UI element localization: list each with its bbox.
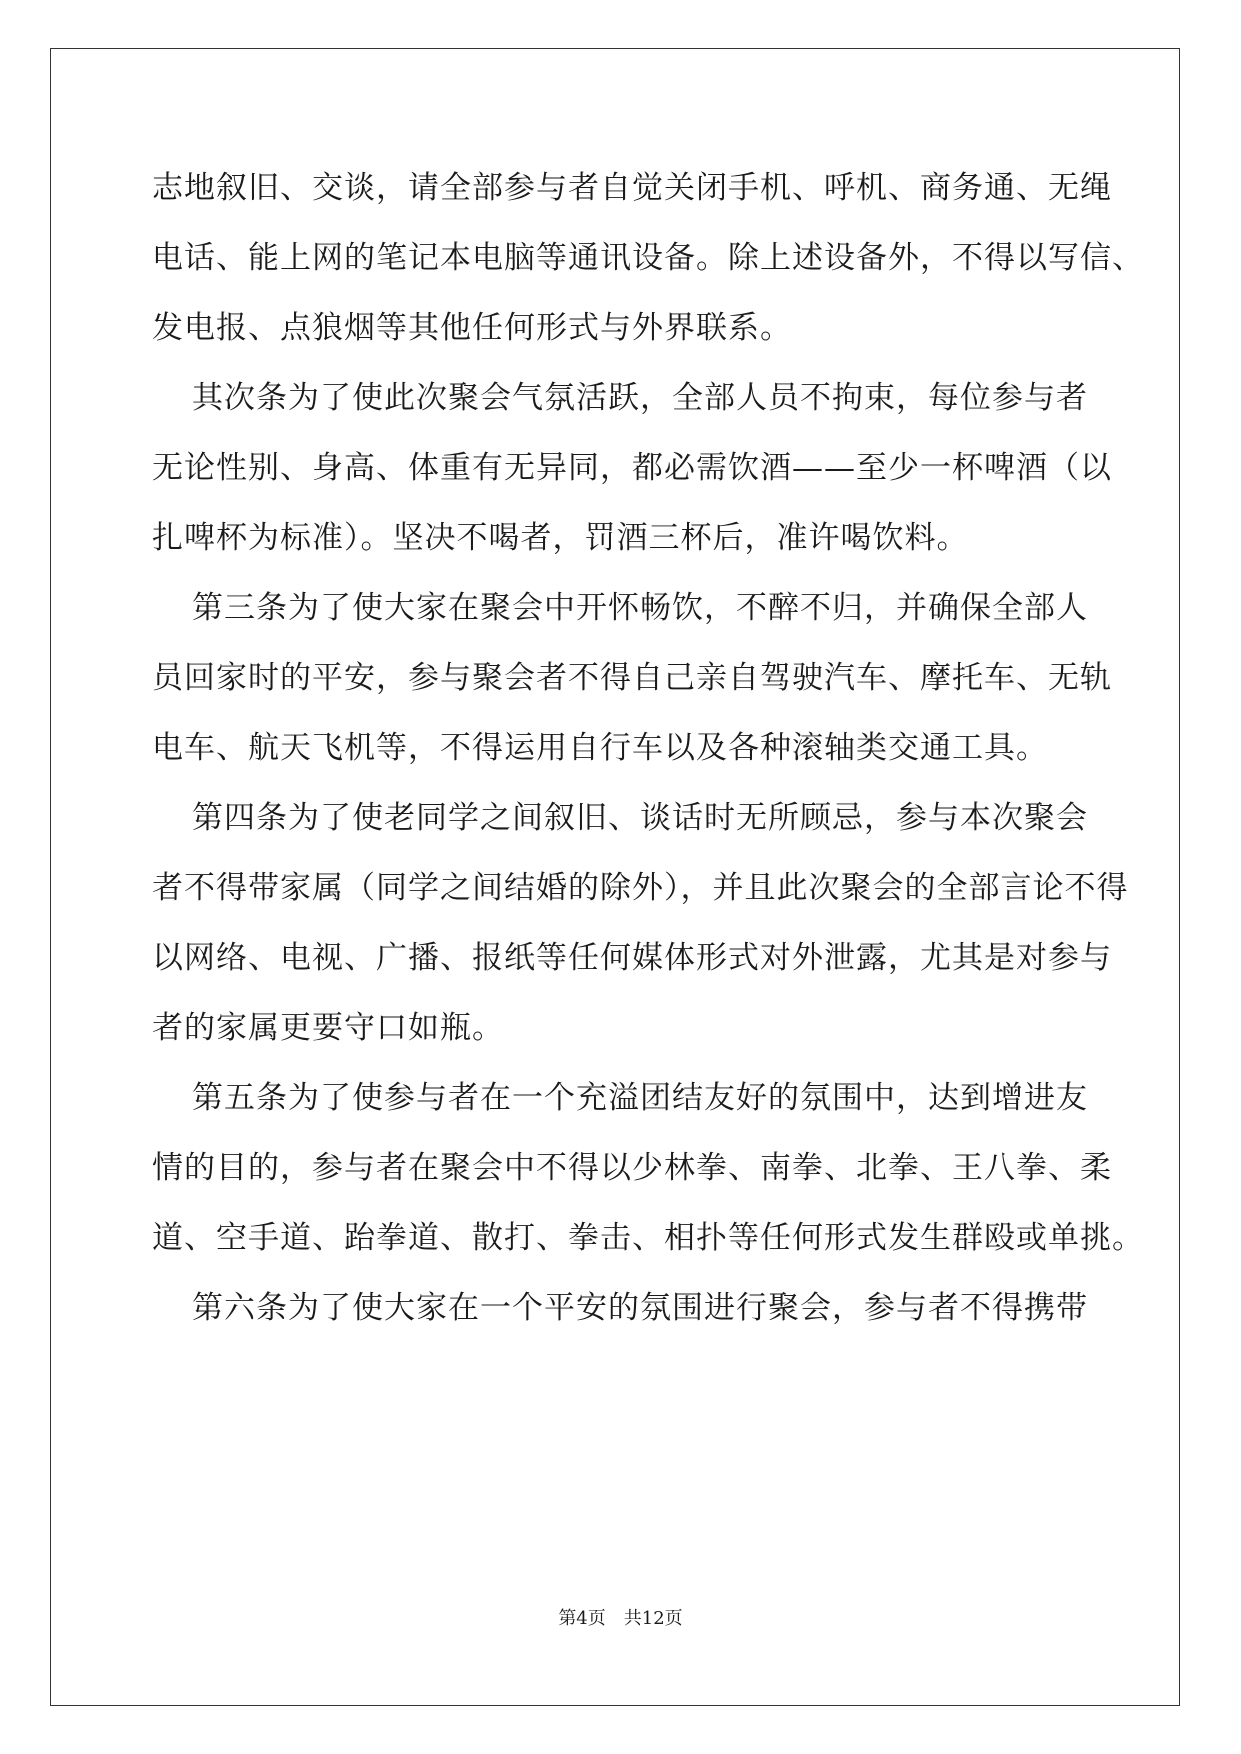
text-line: 者不得带家属（同学之间结婚的除外），并且此次聚会的全部言论不得	[152, 870, 1129, 906]
paragraph-start-line: 其次条为了使此次聚会气氛活跃，全部人员不拘束，每位参与者	[192, 380, 1088, 416]
page-total: 共12页	[623, 1608, 683, 1629]
text-line: 电车、航天飞机等，不得运用自行车以及各种滚轴类交通工具。	[152, 730, 1048, 766]
text-line: 员回家时的平安，参与聚会者不得自己亲自驾驶汽车、摩托车、无轨	[152, 660, 1112, 696]
paragraph-start-line: 第六条为了使大家在一个平安的氛围进行聚会，参与者不得携带	[192, 1290, 1088, 1326]
text-line: 者的家属更要守口如瓶。	[152, 1010, 504, 1046]
text-line: 以网络、电视、广播、报纸等任何媒体形式对外泄露，尤其是对参与	[152, 940, 1112, 976]
page-footer	[0, 1607, 1241, 1631]
text-line: 扎啤杯为标准）。坚决不喝者，罚酒三杯后，准许喝饮料。	[152, 520, 969, 556]
paragraph-start-line: 第三条为了使大家在聚会中开怀畅饮，不醉不归，并确保全部人	[192, 590, 1088, 626]
paragraph-start-line: 第五条为了使参与者在一个充溢团结友好的氛围中，达到增进友	[192, 1080, 1088, 1116]
text-line: 情的目的，参与者在聚会中不得以少林拳、南拳、北拳、王八拳、柔	[152, 1150, 1112, 1186]
text-line: 电话、能上网的笔记本电脑等通讯设备。除上述设备外，不得以写信、	[152, 240, 1144, 276]
text-line: 发电报、点狼烟等其他任何形式与外界联系。	[152, 310, 792, 346]
page-number: 第4页	[558, 1608, 606, 1629]
text-line: 道、空手道、跆拳道、散打、拳击、相扑等任何形式发生群殴或单挑。	[152, 1220, 1144, 1256]
paragraph-start-line: 第四条为了使老同学之间叙旧、谈话时无所顾忌，参与本次聚会	[192, 800, 1088, 836]
text-line: 无论性别、身高、体重有无异同，都必需饮酒——至少一杯啤酒（以	[152, 450, 1112, 486]
text-line: 志地叙旧、交谈，请全部参与者自觉关闭手机、呼机、商务通、无绳	[152, 170, 1112, 206]
